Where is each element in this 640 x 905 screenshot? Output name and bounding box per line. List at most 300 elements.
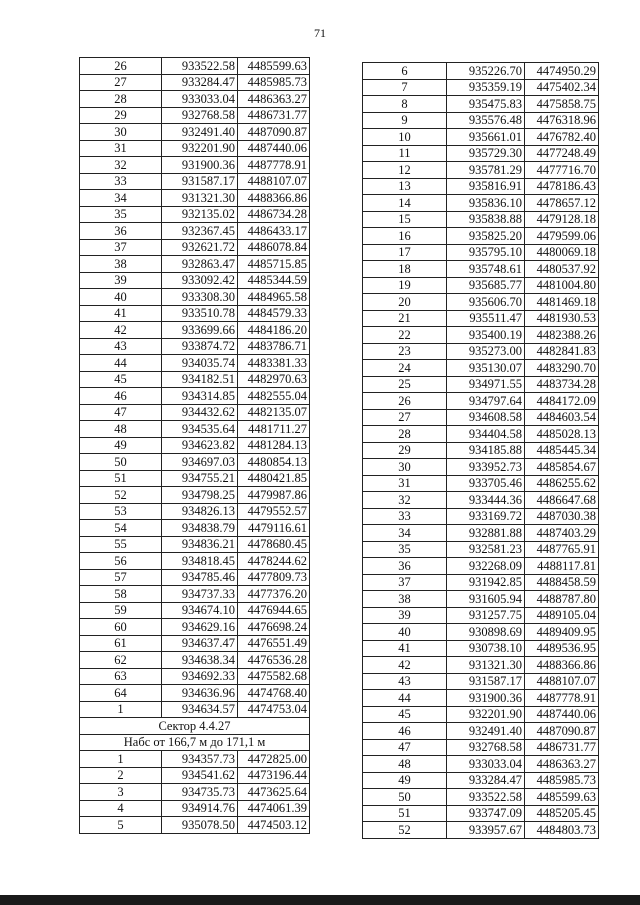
table-row <box>363 327 599 344</box>
coordinate-x: 933169.72 <box>447 508 525 525</box>
coordinate-x: 935781.29 <box>447 162 525 179</box>
point-number: 5 <box>80 817 162 834</box>
coordinate-x: 935685.77 <box>447 277 525 294</box>
table-row <box>363 492 599 509</box>
table-row <box>363 624 599 641</box>
coordinates-table-left <box>79 57 310 834</box>
point-number: 43 <box>80 338 162 355</box>
coordinate-x: 935836.10 <box>447 195 525 212</box>
table-row <box>80 751 310 768</box>
table-row <box>80 602 310 619</box>
coordinate-y: 4482841.83 <box>525 343 599 360</box>
coordinate-y: 4475858.75 <box>525 96 599 113</box>
scan-bottom-edge <box>0 895 640 905</box>
table-row <box>80 487 310 504</box>
table-row <box>363 129 599 146</box>
point-number: 51 <box>80 470 162 487</box>
coordinate-y: 4487403.29 <box>525 525 599 542</box>
table-row <box>363 63 599 80</box>
table-row <box>363 822 599 839</box>
coordinate-y: 4486731.77 <box>525 739 599 756</box>
coordinate-x: 933699.66 <box>162 322 238 339</box>
coordinate-y: 4477248.49 <box>525 145 599 162</box>
coordinate-y: 4474061.39 <box>238 800 310 817</box>
coordinate-x: 934692.33 <box>162 668 238 685</box>
coordinate-x: 935475.83 <box>447 96 525 113</box>
coordinate-y: 4485985.73 <box>525 772 599 789</box>
point-number: 28 <box>80 91 162 108</box>
point-number: 50 <box>363 789 447 806</box>
point-number: 1 <box>80 701 162 718</box>
table-row <box>363 475 599 492</box>
table-row <box>363 772 599 789</box>
coordinate-x: 932201.90 <box>447 706 525 723</box>
table-row <box>80 58 310 75</box>
coordinate-x: 935816.91 <box>447 178 525 195</box>
coordinate-y: 4475582.68 <box>238 668 310 685</box>
coordinate-x: 933705.46 <box>447 475 525 492</box>
table-row <box>80 173 310 190</box>
point-number: 21 <box>363 310 447 327</box>
table-row <box>363 112 599 129</box>
coordinate-y: 4486363.27 <box>238 91 310 108</box>
table-row <box>363 558 599 575</box>
table-row <box>80 355 310 372</box>
table-row <box>363 690 599 707</box>
table-row <box>80 421 310 438</box>
point-number: 25 <box>363 376 447 393</box>
point-number: 62 <box>80 652 162 669</box>
table-row <box>363 195 599 212</box>
point-number: 43 <box>363 673 447 690</box>
coordinate-y: 4486433.17 <box>238 223 310 240</box>
table-row <box>80 206 310 223</box>
coordinate-y: 4478186.43 <box>525 178 599 195</box>
coordinate-y: 4479128.18 <box>525 211 599 228</box>
coordinate-y: 4485028.13 <box>525 426 599 443</box>
point-number: 12 <box>363 162 447 179</box>
coordinate-y: 4476698.24 <box>238 619 310 636</box>
coordinate-y: 4485599.63 <box>525 789 599 806</box>
table-row <box>80 74 310 91</box>
table-row <box>80 817 310 834</box>
coordinate-x: 931605.94 <box>447 591 525 608</box>
coordinate-x: 931587.17 <box>447 673 525 690</box>
point-number: 8 <box>363 96 447 113</box>
point-number: 39 <box>80 272 162 289</box>
point-number: 51 <box>363 805 447 822</box>
coordinates-table-right <box>362 62 599 839</box>
table-row <box>80 140 310 157</box>
coordinate-x: 934541.62 <box>162 767 238 784</box>
coordinate-x: 932268.09 <box>447 558 525 575</box>
page-number: 71 <box>314 26 326 40</box>
coordinate-y: 4487090.87 <box>238 124 310 141</box>
table-row <box>363 673 599 690</box>
coordinate-y: 4481469.18 <box>525 294 599 311</box>
coordinate-y: 4479987.86 <box>238 487 310 504</box>
table-row <box>363 96 599 113</box>
coordinate-y: 4487765.91 <box>525 541 599 558</box>
coordinate-y: 4488107.07 <box>238 173 310 190</box>
table-row <box>363 294 599 311</box>
point-number: 38 <box>363 591 447 608</box>
coordinate-y: 4475402.34 <box>525 79 599 96</box>
coordinate-x: 934636.96 <box>162 685 238 702</box>
table-row <box>80 272 310 289</box>
coordinate-x: 933284.47 <box>162 74 238 91</box>
point-number: 37 <box>363 574 447 591</box>
table-row <box>363 178 599 195</box>
table-row <box>363 360 599 377</box>
coordinate-x: 935729.30 <box>447 145 525 162</box>
point-number: 29 <box>363 442 447 459</box>
point-number: 59 <box>80 602 162 619</box>
table-row <box>80 734 310 751</box>
coordinate-x: 935838.88 <box>447 211 525 228</box>
point-number: 31 <box>363 475 447 492</box>
sector-title: Сектор 4.4.27 <box>80 718 310 735</box>
point-number: 32 <box>363 492 447 509</box>
coordinate-y: 4484965.58 <box>238 289 310 306</box>
point-number: 27 <box>363 409 447 426</box>
table-row <box>80 437 310 454</box>
coordinate-y: 4478657.12 <box>525 195 599 212</box>
table-row <box>363 442 599 459</box>
table-row <box>80 289 310 306</box>
coordinate-y: 4482388.26 <box>525 327 599 344</box>
coordinate-x: 934785.46 <box>162 569 238 586</box>
point-number: 45 <box>363 706 447 723</box>
coordinate-x: 934637.47 <box>162 635 238 652</box>
point-number: 9 <box>363 112 447 129</box>
coordinate-y: 4489409.95 <box>525 624 599 641</box>
coordinate-x: 935825.20 <box>447 228 525 245</box>
coordinate-x: 935359.19 <box>447 79 525 96</box>
coordinate-y: 4476551.49 <box>238 635 310 652</box>
point-number: 46 <box>80 388 162 405</box>
point-number: 32 <box>80 157 162 174</box>
point-number: 41 <box>363 640 447 657</box>
point-number: 33 <box>363 508 447 525</box>
table-row <box>80 157 310 174</box>
coordinate-y: 4486255.62 <box>525 475 599 492</box>
coordinate-y: 4482555.04 <box>238 388 310 405</box>
coordinate-x: 933957.67 <box>447 822 525 839</box>
coordinate-x: 935661.01 <box>447 129 525 146</box>
point-number: 52 <box>80 487 162 504</box>
coordinate-y: 4486731.77 <box>238 107 310 124</box>
table-row <box>363 739 599 756</box>
table-row <box>80 685 310 702</box>
coordinate-y: 4476944.65 <box>238 602 310 619</box>
coordinate-x: 934185.88 <box>447 442 525 459</box>
coordinate-y: 4488366.86 <box>525 657 599 674</box>
coordinate-y: 4487778.91 <box>525 690 599 707</box>
point-number: 64 <box>80 685 162 702</box>
point-number: 11 <box>363 145 447 162</box>
coordinate-y: 4484172.09 <box>525 393 599 410</box>
coordinate-y: 4488366.86 <box>238 190 310 207</box>
coordinate-y: 4478244.62 <box>238 553 310 570</box>
table-row <box>80 338 310 355</box>
coordinate-x: 934838.79 <box>162 520 238 537</box>
coordinate-y: 4473196.44 <box>238 767 310 784</box>
coordinate-x: 934638.34 <box>162 652 238 669</box>
coordinate-y: 4472825.00 <box>238 751 310 768</box>
table-row <box>80 668 310 685</box>
point-number: 15 <box>363 211 447 228</box>
coordinate-x: 935795.10 <box>447 244 525 261</box>
point-number: 63 <box>80 668 162 685</box>
coordinate-x: 933952.73 <box>447 459 525 476</box>
point-number: 23 <box>363 343 447 360</box>
point-number: 33 <box>80 173 162 190</box>
coordinate-y: 4483734.28 <box>525 376 599 393</box>
table-row <box>363 211 599 228</box>
coordinate-x: 934755.21 <box>162 470 238 487</box>
coordinate-x: 933308.30 <box>162 289 238 306</box>
table-row <box>363 640 599 657</box>
coordinate-x: 931257.75 <box>447 607 525 624</box>
coordinate-y: 4481930.53 <box>525 310 599 327</box>
table-row <box>363 805 599 822</box>
coordinate-y: 4484579.33 <box>238 305 310 322</box>
point-number: 36 <box>80 223 162 240</box>
coordinate-x: 931587.17 <box>162 173 238 190</box>
table-row <box>363 789 599 806</box>
point-number: 39 <box>363 607 447 624</box>
point-number: 38 <box>80 256 162 273</box>
point-number: 7 <box>363 79 447 96</box>
table-row <box>363 525 599 542</box>
table-row <box>363 310 599 327</box>
table-row <box>363 723 599 740</box>
point-number: 31 <box>80 140 162 157</box>
coordinate-x: 935130.07 <box>447 360 525 377</box>
coordinate-x: 934798.25 <box>162 487 238 504</box>
table-row <box>80 404 310 421</box>
point-number: 29 <box>80 107 162 124</box>
point-number: 16 <box>363 228 447 245</box>
table-row <box>80 553 310 570</box>
point-number: 45 <box>80 371 162 388</box>
point-number: 54 <box>80 520 162 537</box>
coordinate-x: 932621.72 <box>162 239 238 256</box>
coordinate-x: 932768.58 <box>162 107 238 124</box>
point-number: 60 <box>80 619 162 636</box>
coordinate-x: 934971.55 <box>447 376 525 393</box>
point-number: 27 <box>80 74 162 91</box>
coordinate-x: 930898.69 <box>447 624 525 641</box>
coordinate-y: 4487440.06 <box>525 706 599 723</box>
table-row <box>80 635 310 652</box>
coordinate-y: 4480854.13 <box>238 454 310 471</box>
point-number: 40 <box>80 289 162 306</box>
table-row <box>363 244 599 261</box>
point-number: 49 <box>363 772 447 789</box>
coordinate-y: 4477716.70 <box>525 162 599 179</box>
table-row <box>80 190 310 207</box>
point-number: 52 <box>363 822 447 839</box>
table-row <box>363 277 599 294</box>
coordinate-x: 934623.82 <box>162 437 238 454</box>
point-number: 42 <box>80 322 162 339</box>
point-number: 24 <box>363 360 447 377</box>
table-row <box>363 79 599 96</box>
coordinate-x: 933033.04 <box>162 91 238 108</box>
point-number: 2 <box>80 767 162 784</box>
coordinate-y: 4476782.40 <box>525 129 599 146</box>
coordinate-y: 4480537.92 <box>525 261 599 278</box>
coordinate-y: 4479552.57 <box>238 503 310 520</box>
point-number: 1 <box>80 751 162 768</box>
coordinate-x: 934735.73 <box>162 784 238 801</box>
table-row <box>80 520 310 537</box>
point-number: 48 <box>80 421 162 438</box>
coordinate-x: 934674.10 <box>162 602 238 619</box>
coordinate-x: 931321.30 <box>162 190 238 207</box>
coordinate-x: 932863.47 <box>162 256 238 273</box>
coordinate-x: 934182.51 <box>162 371 238 388</box>
coordinate-x: 932881.88 <box>447 525 525 542</box>
coordinate-y: 4485344.59 <box>238 272 310 289</box>
coordinate-x: 931900.36 <box>447 690 525 707</box>
coordinate-x: 934836.21 <box>162 536 238 553</box>
point-number: 14 <box>363 195 447 212</box>
coordinate-x: 930738.10 <box>447 640 525 657</box>
coordinate-y: 4477809.73 <box>238 569 310 586</box>
coordinate-x: 934737.33 <box>162 586 238 603</box>
point-number: 35 <box>363 541 447 558</box>
table-row <box>80 239 310 256</box>
coordinate-y: 4483786.71 <box>238 338 310 355</box>
coordinate-x: 934357.73 <box>162 751 238 768</box>
point-number: 55 <box>80 536 162 553</box>
coordinate-y: 4479116.61 <box>238 520 310 537</box>
coordinate-y: 4484186.20 <box>238 322 310 339</box>
coordinate-x: 935606.70 <box>447 294 525 311</box>
coordinate-y: 4484603.54 <box>525 409 599 426</box>
coordinate-x: 933444.36 <box>447 492 525 509</box>
point-number: 18 <box>363 261 447 278</box>
coordinate-y: 4478680.45 <box>238 536 310 553</box>
point-number: 44 <box>363 690 447 707</box>
coordinate-y: 4489105.04 <box>525 607 599 624</box>
coordinate-x: 931321.30 <box>447 657 525 674</box>
table-row <box>80 767 310 784</box>
table-row <box>80 784 310 801</box>
table-row <box>80 652 310 669</box>
point-number: 47 <box>363 739 447 756</box>
coordinate-y: 4486078.84 <box>238 239 310 256</box>
point-number: 40 <box>363 624 447 641</box>
table-row <box>363 261 599 278</box>
point-number: 22 <box>363 327 447 344</box>
point-number: 58 <box>80 586 162 603</box>
table-row <box>80 536 310 553</box>
coordinate-x: 935226.70 <box>447 63 525 80</box>
point-number: 56 <box>80 553 162 570</box>
point-number: 4 <box>80 800 162 817</box>
coordinate-y: 4487778.91 <box>238 157 310 174</box>
point-number: 42 <box>363 657 447 674</box>
coordinate-x: 931942.85 <box>447 574 525 591</box>
coordinate-x: 933092.42 <box>162 272 238 289</box>
coordinate-x: 933747.09 <box>447 805 525 822</box>
coordinate-x: 932768.58 <box>447 739 525 756</box>
point-number: 34 <box>80 190 162 207</box>
point-number: 57 <box>80 569 162 586</box>
coordinate-y: 4487030.38 <box>525 508 599 525</box>
table-row <box>363 574 599 591</box>
coordinate-y: 4489536.95 <box>525 640 599 657</box>
coordinate-x: 934697.03 <box>162 454 238 471</box>
point-number: 35 <box>80 206 162 223</box>
coordinate-y: 4479599.06 <box>525 228 599 245</box>
point-number: 36 <box>363 558 447 575</box>
table-row <box>80 256 310 273</box>
table-row <box>363 409 599 426</box>
coordinate-x: 935078.50 <box>162 817 238 834</box>
point-number: 30 <box>80 124 162 141</box>
coordinate-x: 935511.47 <box>447 310 525 327</box>
coordinate-x: 932491.40 <box>447 723 525 740</box>
coordinate-y: 4488458.59 <box>525 574 599 591</box>
coordinate-y: 4474503.12 <box>238 817 310 834</box>
coordinate-x: 935273.00 <box>447 343 525 360</box>
point-number: 49 <box>80 437 162 454</box>
coordinate-x: 934818.45 <box>162 553 238 570</box>
table-row <box>80 322 310 339</box>
coordinate-y: 4486647.68 <box>525 492 599 509</box>
coordinate-y: 4473625.64 <box>238 784 310 801</box>
coordinate-y: 4481284.13 <box>238 437 310 454</box>
point-number: 26 <box>80 58 162 75</box>
point-number: 46 <box>363 723 447 740</box>
coordinate-x: 934432.62 <box>162 404 238 421</box>
table-row <box>80 569 310 586</box>
point-number: 19 <box>363 277 447 294</box>
point-number: 44 <box>80 355 162 372</box>
coordinate-x: 935576.48 <box>447 112 525 129</box>
coordinate-x: 934608.58 <box>447 409 525 426</box>
table-row <box>80 470 310 487</box>
point-number: 10 <box>363 129 447 146</box>
table-row <box>80 305 310 322</box>
coordinate-x: 932491.40 <box>162 124 238 141</box>
coordinate-y: 4487440.06 <box>238 140 310 157</box>
point-number: 47 <box>80 404 162 421</box>
coordinate-x: 931900.36 <box>162 157 238 174</box>
coordinate-x: 935400.19 <box>447 327 525 344</box>
coordinate-y: 4476318.96 <box>525 112 599 129</box>
table-row <box>80 107 310 124</box>
coordinate-x: 935748.61 <box>447 261 525 278</box>
table-row <box>363 228 599 245</box>
table-row <box>80 718 310 735</box>
point-number: 53 <box>80 503 162 520</box>
table-row <box>80 454 310 471</box>
coordinate-y: 4485205.45 <box>525 805 599 822</box>
table-row <box>363 145 599 162</box>
table-row <box>80 124 310 141</box>
coordinate-y: 4485599.63 <box>238 58 310 75</box>
coordinate-y: 4477376.20 <box>238 586 310 603</box>
coordinate-x: 932135.02 <box>162 206 238 223</box>
coordinate-x: 934035.74 <box>162 355 238 372</box>
point-number: 48 <box>363 756 447 773</box>
